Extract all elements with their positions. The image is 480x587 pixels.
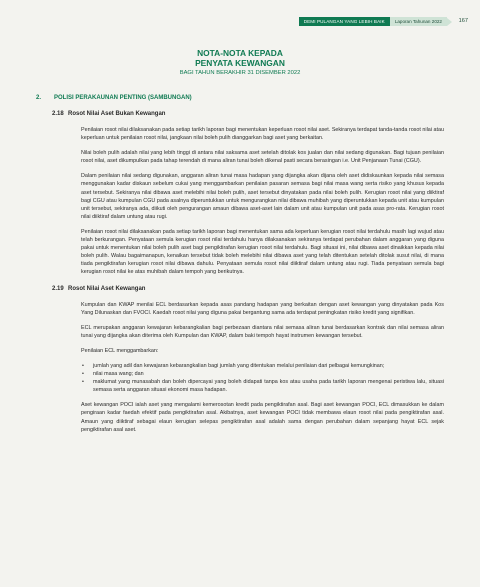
- page-subtitle: BAGI TAHUN BERAKHIR 31 DISEMBER 2022: [179, 70, 301, 76]
- section-heading: [36, 94, 480, 102]
- paragraph: Penilaian ECL menggambarkan:: [81, 347, 159, 354]
- list-item: • maklumat yang munasabah dan boleh dipercayai yang boleh didapati tanpa kos atau usaha pada tarikh laporan mengenai peristiwa lalu, situasi semasa serta anggaran situasi ekonomi masa hadapan.: [81, 378, 444, 394]
- paragraph: ECL merupakan anggaran kewajaran kebarangkalian bagi perbezaan diantara nilai semasa aliran tunai berdasarkan kontrak dan nilai semasa aliran tunai yang dijangka akan diterima oleh Kumpulan dan KWAP, dalam baki tempoh hayat instrumen kewangan tersebut.: [81, 324, 444, 339]
- paragraph: Aset kewangan POCI ialah aset yang mengalami kemerosotan kredit pada pengiktirafan asal. Bagi aset kewangan POCI, ECL dimasukkan ke dalam pengiraan kadar faedah efektif pada pengiktirafan asal. Akibatnya, aset kewangan POCI tidak membawa elaun rosot nilai pada pengiktirafan asal. Amaun yang diiktiraf sebagai elaun kerugian selepas pengiktirafan asal adalah sama dengan perubahan dalam sepanjang hayat ECL sejak pengiktirafan asal aset.: [81, 402, 444, 433]
- section-title: POLISI PERAKAUNAN PENTING (SAMBUNGAN): [54, 95, 192, 101]
- page-body: [0, 94, 480, 434]
- subsection-heading-2-19: [52, 285, 480, 293]
- list-item: • nilai masa wang; dan: [81, 370, 444, 378]
- subsection-number: 2.19: [52, 285, 64, 292]
- subsection-number: 2.18: [52, 111, 64, 117]
- page-title-block: [0, 48, 480, 77]
- header-tagline: DEMI PULANGAN YANG LEBIH BAIK: [299, 17, 390, 26]
- paragraph: Nilai boleh pulih adalah nilai yang lebih tinggi di antara nilai saksama aset setelah ditolak kos jualan dan nilai sedang digunakan. Bagi tujuan penilaian rosot nilai, aset dikumpulkan pada tahap terendah di mana aliran tunai boleh dikenal pasti secara berasingan i.e. Unit Penjanaan Tunai (CGU).: [81, 150, 444, 165]
- paragraph: Dalam penilaian nilai sedang digunakan, anggaran aliran tunai masa hadapan yang dijangka akan dijana oleh aset didiskaunkan kepada nilai semasa menggunakan kadar diskaun sebelum cukai yang menggambarkan penilaian pasaran semasa bagi nilai masa wang serta risiko yang khusus kepada aset tersebut. Sekiranya nilai dibawa aset melebihi nilai boleh pulih, aset tersebut dinyatakan pada nilai boleh pulih. Kerugian rosot nilai yang diiktiraf bagi CGU atau kumpulan CGU pada asalnya diperuntukkan untuk mengurangkan nilai dibawa muhibah yang diperuntukkan kepada unit atau kumpulan unit tersebut, sekiranya ada, diikuti oleh pengurangan amaun dibawa aset-aset lain dalam unit atau kumpulan unit pada asas pro-rata. Kerugian rosot nilai diiktiraf dalam untung atau rugi.: [81, 173, 444, 220]
- header-report-title: Laporan Tahunan 2022: [390, 17, 447, 26]
- list-item: • jumlah yang adil dan kewajaran kebarangkalian bagi jumlah yang ditentukan melalui penilaian dari pelbagai kemungkinan;: [81, 362, 444, 370]
- subsection-heading-2-18: [52, 110, 480, 118]
- page-header-banner: [299, 17, 452, 26]
- header-arrow-icon: [447, 18, 452, 26]
- subsection-title: Rosot Nilai Aset Kewangan: [68, 285, 146, 292]
- bullet-list: [81, 362, 444, 394]
- paragraph: Kumpulan dan KWAP menilai ECL berdasarkan kepada asas pandang hadapan yang berkaitan dengan aset kewangan yang dinyatakan pada Kos Yang Dilunaskan dan FVOCI. Kaedah rosot nilai yang diguna pakai bergantung sama ada terdapat peningkatan risiko kredit yang signifikan.: [81, 301, 444, 316]
- section-number: 2.: [36, 95, 42, 101]
- page-number: 167: [458, 18, 468, 24]
- page-title-line1: NOTA-NOTA KEPADA: [197, 48, 283, 58]
- subsection-title: Rosot Nilai Aset Bukan Kewangan: [68, 111, 166, 117]
- paragraph: Penilaian rosot nilai dilaksanakan pada setiap tarikh laporan bagi menentukan sama ada keperluan kerugian rosot nilai terdahulu masih lagi wujud atau telah berkurangan. Penyataan semula kerugian rosot nilai terdahulu hanya dilaksanakan sekiranya terdapat perubahan dalam anggaran yang diguna pakai untuk menentukan nilai boleh pulih aset bagi pengiktirafan kerugian rosot nilai terdahulu. Bagi situasi ini, nilai dibawa aset dinaikkan kepada nilai boleh pulih. Walau bagaimanapun, kenaikan tersebut tidak boleh melebihi nilai dibawa aset yang telah ditentukan setelah ditolak susut nilai, di mana tiada pengiktirafan kerugian rosot nilai dibawa dahulu. Penyataan semula rosot nilai diiktiraf dalam untung atau rugi. Tiada penyataan semula bagi kerugian rosot nilai ke atas muhibah dalam tempoh yang berikutnya.: [81, 228, 444, 276]
- page-title-line2: PENYATA KEWANGAN: [195, 58, 285, 68]
- paragraph: Penilaian rosot nilai dilaksanakan pada setiap tarikh laporan bagi menentukan keperluan rosot nilai aset. Sekiranya terdapat tanda-tanda rosot nilai atau keperluan untuk penilaian rosot nilai, jangkaan nilai boleh pulih dianggarkan bagi aset yang berkaitan.: [81, 127, 444, 142]
